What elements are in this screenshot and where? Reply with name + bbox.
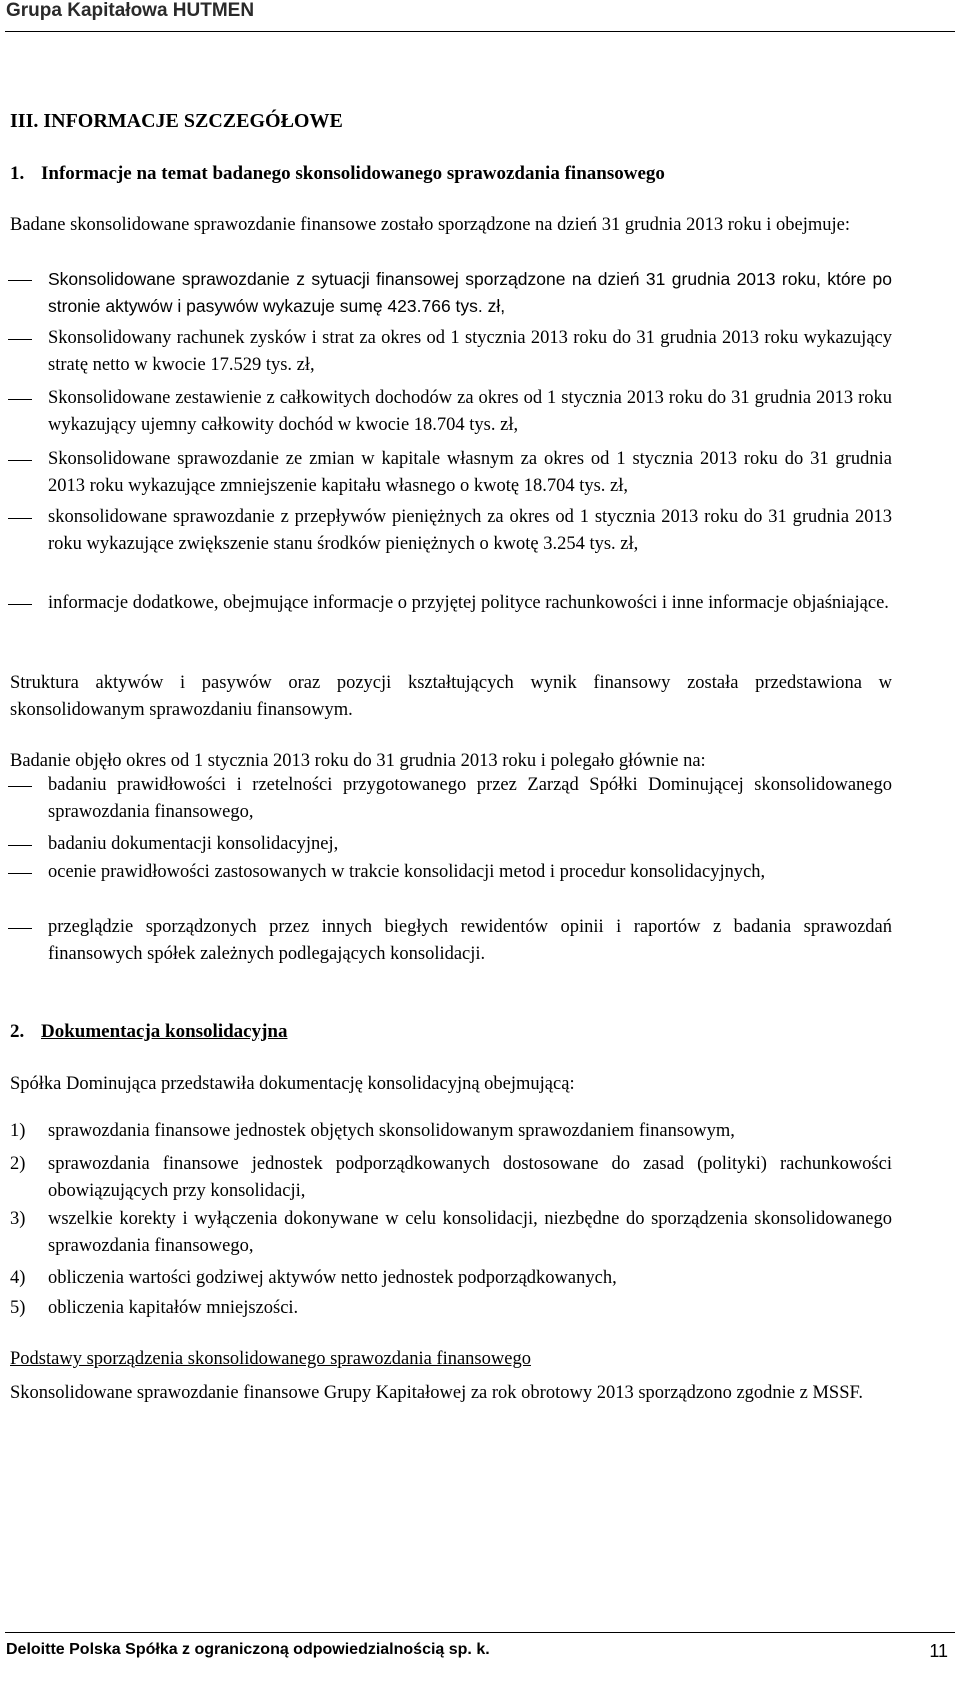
dash-bullet	[8, 928, 32, 929]
section-2-intro: Spółka Dominująca przedstawiła dokumentację konsolidacyjną obejmującą:	[10, 1074, 575, 1094]
item-number: 4)	[10, 1268, 26, 1288]
numbered-item-text: sprawozdania finansowe jednostek podporządkowanych dostosowane do zasad (polityki) rachunkowości obowiązujących przy konsolidacji,	[48, 1154, 892, 1202]
numbered-item-text: obliczenia kapitałów mniejszości.	[48, 1298, 299, 1318]
section-1-number: 1.	[10, 163, 25, 184]
list-item-text: informacje dodatkowe, obejmujące informacje o przyjętej polityce rachunkowości i inne informacje objaśniające.	[48, 593, 889, 613]
item-number: 2)	[10, 1154, 26, 1174]
numbered-item-text: sprawozdania finansowe jednostek objętych skonsolidowanym sprawozdaniem finansowym,	[48, 1121, 735, 1141]
item-number: 5)	[10, 1298, 26, 1318]
list-item-text: ocenie prawidłowości zastosowanych w trakcie konsolidacji metod i procedur konsolidacyjnych,	[48, 862, 766, 882]
section-1-title: Informacje na temat badanego skonsolidowanego sprawozdania finansowego	[41, 163, 665, 184]
dash-bullet	[8, 280, 32, 281]
scope-intro: Badanie objęło okres od 1 stycznia 2013 roku do 31 grudnia 2013 roku i polegało głównie na:	[10, 751, 706, 771]
section-1-heading	[10, 160, 892, 187]
section-1-intro: Badane skonsolidowane sprawozdanie finansowe zostało sporządzone na dzień 31 grudnia 2013 roku i obejmuje:	[10, 215, 850, 235]
dash-bullet	[8, 460, 32, 461]
numbered-item-text: obliczenia wartości godziwej aktywów netto jednostek podporządkowanych,	[48, 1268, 617, 1288]
basis-paragraph: Skonsolidowane sprawozdanie finansowe Grupy Kapitałowej za rok obrotowy 2013 sporządzono zgodnie z MSSF.	[10, 1383, 863, 1403]
dash-bullet	[8, 518, 32, 519]
running-header: Grupa Kapitałowa HUTMEN	[6, 0, 255, 21]
item-number: 3)	[10, 1209, 26, 1229]
section-2-number: 2.	[10, 1021, 25, 1042]
footer-rule	[5, 1632, 955, 1633]
list-item-text: Skonsolidowane zestawienie z całkowitych dochodów za okres od 1 stycznia 2013 roku do 31 grudnia 2013 roku wykazujący ujemny całkowity dochód w kwocie 18.704 tys. zł,	[48, 388, 892, 436]
item-number: 1)	[10, 1121, 26, 1141]
numbered-item-text: wszelkie korekty i wyłączenia dokonywane w celu konsolidacji, niezbędne do sporządzenia skonsolidowanego sprawozdania finansowego,	[48, 1209, 892, 1257]
dash-bullet	[8, 604, 32, 605]
structure-paragraph: Struktura aktywów i pasywów oraz pozycji kształtujących wynik finansowy została przedstawiona w skonsolidowanym sprawozdaniu finansowym.	[10, 673, 892, 721]
section-2-title: Dokumentacja konsolidacyjna	[41, 1021, 288, 1042]
list-item-text: badaniu dokumentacji konsolidacyjnej,	[48, 834, 339, 854]
list-item-text: Skonsolidowane sprawozdanie z sytuacji finansowej sporządzone na dzień 31 grudnia 2013 roku, które po stronie aktywów i pasywów wykazuje sumę 423.766 tys. zł,	[48, 269, 892, 317]
section-title: III. INFORMACJE SZCZEGÓŁOWE	[10, 110, 343, 132]
list-item-text: Skonsolidowane sprawozdanie ze zmian w kapitale własnym za okres od 1 stycznia 2013 roku do 31 grudnia 2013 roku wykazujące zmniejszenie kapitału własnego o kwotę 18.704 tys. zł,	[48, 449, 892, 497]
footer-company: Deloitte Polska Spółka z ograniczoną odpowiedzialnością sp. k.	[6, 1641, 490, 1658]
dash-bullet	[8, 399, 32, 400]
header-rule	[5, 31, 955, 32]
dash-bullet	[8, 339, 32, 340]
section-2-heading	[10, 1018, 892, 1045]
list-item-text: badaniu prawidłowości i rzetelności przygotowanego przez Zarząd Spółki Dominującej skonsolidowanego sprawozdania finansowego,	[48, 775, 892, 823]
dash-bullet	[8, 873, 32, 874]
list-item-text: Skonsolidowany rachunek zysków i strat za okres od 1 stycznia 2013 roku do 31 grudnia 2013 roku wykazujący stratę netto w kwocie 17.529 tys. zł,	[48, 328, 892, 376]
page-number: 11	[929, 1641, 948, 1661]
basis-heading: Podstawy sporządzenia skonsolidowanego sprawozdania finansowego	[10, 1349, 531, 1369]
dash-bullet	[8, 845, 32, 846]
list-item-text: przeglądzie sporządzonych przez innych biegłych rewidentów opinii i raportów z badania sprawozdań finansowych spółek zależnych podlegających konsolidacji.	[48, 917, 892, 965]
list-item-text: skonsolidowane sprawozdanie z przepływów pieniężnych za okres od 1 stycznia 2013 roku do 31 grudnia 2013 roku wykazujące zwiększenie stanu środków pieniężnych o kwotę 3.254 tys. zł,	[48, 507, 892, 555]
dash-bullet	[8, 786, 32, 787]
